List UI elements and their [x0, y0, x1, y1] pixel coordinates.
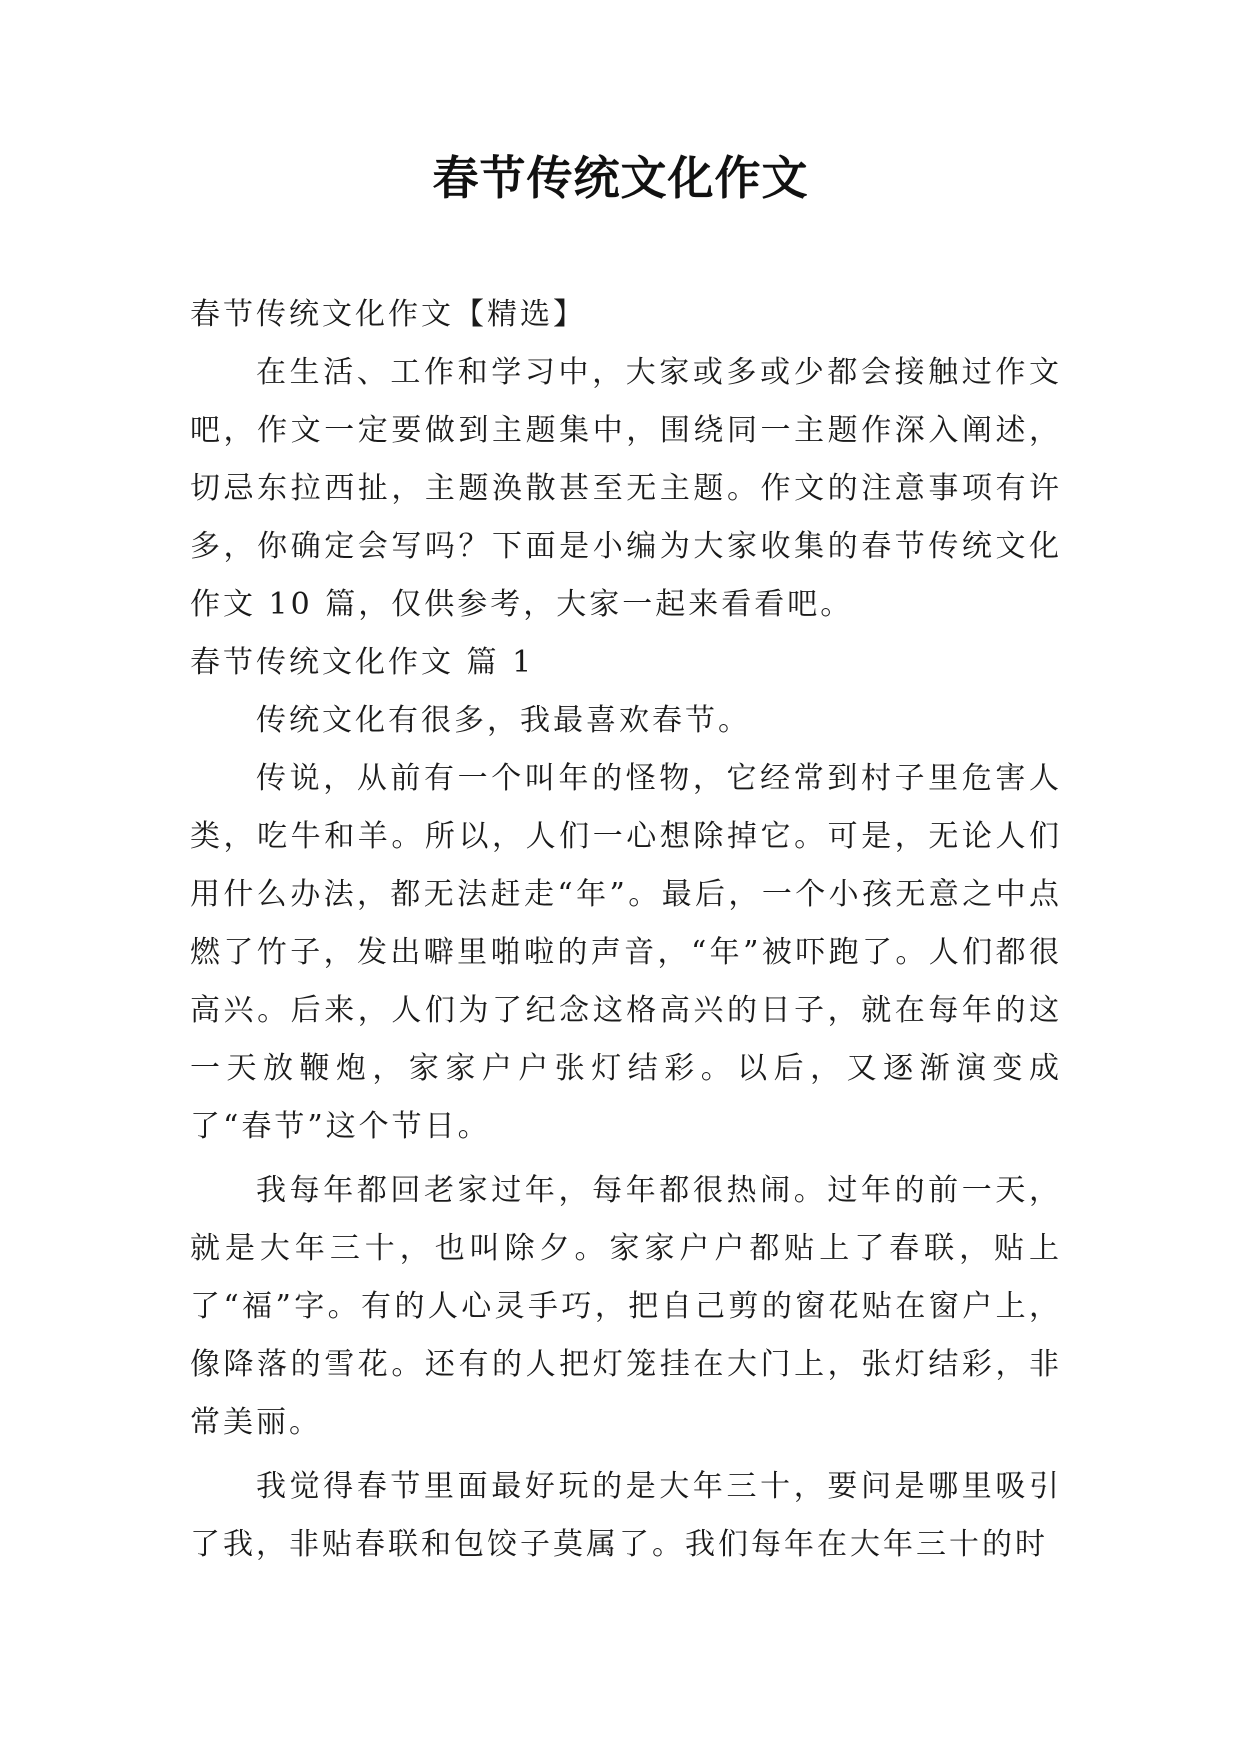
intro-heading: 春节传统文化作文【精选】: [190, 297, 586, 332]
body-paragraph-3: 我每年都回老家过年，每年都很热闹。过年的前一天，就是大年三十，也叫除夕。家家户户都贴上了春联，贴上了“福”字。有的人心灵手巧，把自己剪的窗花贴在窗户上，像降落的雪花。还有的人把灯笼挂在大门上，张灯结彩，非常美丽。: [190, 1173, 1062, 1440]
document-title: 春节传统文化作文: [432, 151, 809, 205]
body-paragraph-2: 传说，从前有一个叫年的怪物，它经常到村子里危害人类，吃牛和羊。所以，人们一心想除掉它。可是，无论人们用什么办法，都无法赶走“年”。最后，一个小孩无意之中点燃了竹子，发出噼里啪啦的声音，“年”被吓跑了。人们都很高兴。后来，人们为了纪念这格高兴的日子，就在每年的这一天放鞭炮，家家户户张灯结彩。以后，又逐渐演变成了“春节”这个节日。: [190, 761, 1062, 1144]
document-body: [190, 286, 1062, 1574]
body-paragraph-4: 我觉得春节里面最好玩的是大年三十，要问是哪里吸引了我，非贴春联和包饺子莫属了。我们每年在大年三十的时: [190, 1469, 1062, 1562]
section-heading: 春节传统文化作文 篇 1: [190, 645, 535, 680]
intro-paragraph: 在生活、工作和学习中，大家或多或少都会接触过作文吧，作文一定要做到主题集中，围绕同一主题作深入阐述，切忌东拉西扯，主题涣散甚至无主题。作文的注意事项有许多，你确定会写吗？下面是小编为大家收集的春节传统文化作文 10 篇，仅供参考，大家一起来看看吧。: [190, 355, 1062, 622]
body-paragraph-1: 传统文化有很多，我最喜欢春节。: [256, 703, 751, 738]
